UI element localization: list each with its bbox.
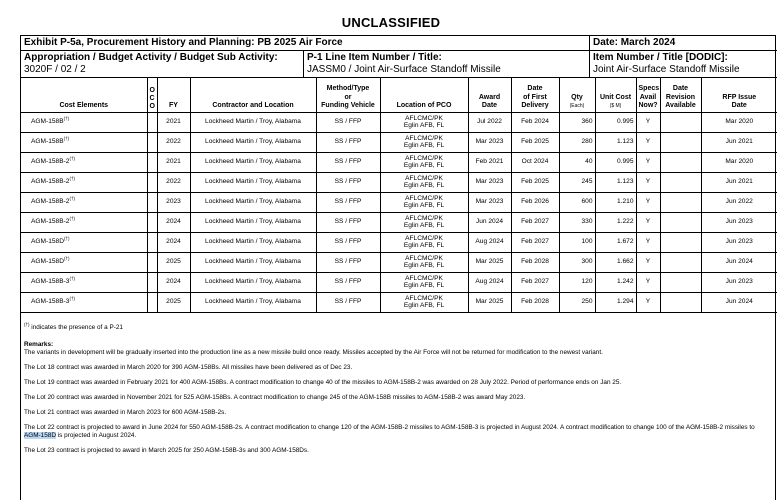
- pco-cell: AFLCMC/PK Eglin AFB, FL: [380, 212, 468, 232]
- method-cell: SS / FFP: [316, 252, 380, 272]
- method-cell: SS / FFP: [316, 152, 380, 172]
- pco-cell: AFLCMC/PK Eglin AFB, FL: [380, 272, 468, 292]
- rfp-issue-cell: Mar 2020: [701, 152, 777, 172]
- specs-cell: Y: [636, 292, 660, 312]
- revision-cell: [660, 252, 701, 272]
- remarks-section: [24, 321, 772, 462]
- first-delivery-cell: Oct 2024: [511, 152, 559, 172]
- table-row: [21, 192, 777, 212]
- unit-cost-cell: 1.662: [595, 252, 636, 272]
- p1-line-item-value: JASSM0 / Joint Air-Surface Standoff Missile: [307, 64, 501, 75]
- table-row: [21, 112, 777, 132]
- unit-cost-cell: 1.222: [595, 212, 636, 232]
- ooc-cell: [147, 292, 157, 312]
- specs-cell: Y: [636, 172, 660, 192]
- revision-cell: [660, 152, 701, 172]
- p1-line-item-label: P-1 Line Item Number / Title:: [307, 52, 442, 63]
- table-row: [21, 272, 777, 292]
- p21-marker: (†): [69, 175, 75, 181]
- method-cell: SS / FFP: [316, 292, 380, 312]
- rfp-issue-cell: Jun 2021: [701, 172, 777, 192]
- award-date-cell: Mar 2025: [468, 252, 511, 272]
- contractor-cell: Lockheed Martin / Troy, Alabama: [190, 212, 316, 232]
- search-highlight: AGM-158D: [24, 432, 56, 439]
- cost-element-cell: AGM-158B-2(†): [21, 212, 147, 232]
- qty-cell: 280: [559, 132, 595, 152]
- classification-banner: UNCLASSIFIED: [341, 15, 441, 30]
- appropriation-value: 3020F / 02 / 2: [24, 64, 86, 75]
- fy-cell: 2024: [157, 272, 190, 292]
- revision-cell: [660, 212, 701, 232]
- rfp-issue-cell: Jun 2021: [701, 132, 777, 152]
- contractor-cell: Lockheed Martin / Troy, Alabama: [190, 132, 316, 152]
- procurement-history-table: [21, 78, 777, 313]
- pco-cell: AFLCMC/PK Eglin AFB, FL: [380, 112, 468, 132]
- cost-element-cell: AGM-158B-2(†): [21, 172, 147, 192]
- pco-cell: AFLCMC/PK Eglin AFB, FL: [380, 152, 468, 172]
- specs-cell: Y: [636, 212, 660, 232]
- p21-marker: (†): [69, 275, 75, 281]
- first-delivery-cell: Feb 2028: [511, 252, 559, 272]
- rfp-issue-cell: Jun 2023: [701, 212, 777, 232]
- fy-cell: 2022: [157, 132, 190, 152]
- first-delivery-cell: Feb 2027: [511, 212, 559, 232]
- footnote: [24, 321, 772, 332]
- p21-marker: (†): [63, 115, 70, 121]
- exhibit-frame: [20, 35, 776, 500]
- method-cell: SS / FFP: [316, 212, 380, 232]
- method-cell: SS / FFP: [316, 232, 380, 252]
- unit-cost-cell: 1.672: [595, 232, 636, 252]
- table-body: [21, 112, 777, 312]
- fy-cell: 2023: [157, 192, 190, 212]
- cost-element-cell: AGM-158B(†): [21, 112, 147, 132]
- col-first-delivery: Date of First Delivery: [511, 78, 559, 112]
- method-cell: SS / FFP: [316, 132, 380, 152]
- col-rfp-issue: RFP Issue Date: [701, 78, 777, 112]
- pco-cell: AFLCMC/PK Eglin AFB, FL: [380, 232, 468, 252]
- specs-cell: Y: [636, 232, 660, 252]
- fy-cell: 2021: [157, 112, 190, 132]
- exhibit-info-row: [21, 51, 777, 78]
- fy-cell: 2021: [157, 152, 190, 172]
- remark-lot20: The Lot 20 contract was awarded in November 2021 for 525 AGM-158Bs. A contract modification to change 245 of the AGM-158B missiles to AGM-158B-2 was award May 2023.: [24, 394, 526, 401]
- pco-cell: AFLCMC/PK Eglin AFB, FL: [380, 292, 468, 312]
- unit-cost-cell: 0.995: [595, 112, 636, 132]
- table-row: [21, 252, 777, 272]
- revision-cell: [660, 192, 701, 212]
- specs-cell: Y: [636, 152, 660, 172]
- contractor-cell: Lockheed Martin / Troy, Alabama: [190, 112, 316, 132]
- award-date-cell: Mar 2023: [468, 192, 511, 212]
- ooc-cell: [147, 152, 157, 172]
- award-date-cell: Jun 2024: [468, 212, 511, 232]
- qty-cell: 600: [559, 192, 595, 212]
- date-label: Date:: [593, 37, 619, 48]
- date-value: March 2024: [620, 37, 676, 48]
- qty-cell: 360: [559, 112, 595, 132]
- revision-cell: [660, 272, 701, 292]
- award-date-cell: Mar 2025: [468, 292, 511, 312]
- p21-marker: (†): [69, 195, 75, 201]
- remark-lot18: The Lot 18 contract was awarded in March 2020 for 390 AGM-158Bs. All missiles have been delivered as of Dec 23.: [24, 364, 353, 371]
- contractor-cell: Lockheed Martin / Troy, Alabama: [190, 292, 316, 312]
- appropriation-label: Appropriation / Budget Activity / Budget Sub Activity:: [24, 52, 278, 63]
- cost-element-cell: AGM-158B-2(†): [21, 192, 147, 212]
- cost-element-cell: AGM-158B-3(†): [21, 292, 147, 312]
- rfp-issue-cell: Jun 2023: [701, 272, 777, 292]
- fy-cell: 2022: [157, 172, 190, 192]
- footnote-marker: (†): [24, 321, 30, 327]
- p21-marker: (†): [63, 135, 70, 141]
- ooc-cell: [147, 112, 157, 132]
- item-number-value: Joint Air-Surface Standoff Missile: [593, 64, 740, 75]
- col-unit-cost: Unit Cost ($ M): [595, 78, 636, 112]
- unit-cost-cell: 1.123: [595, 172, 636, 192]
- revision-cell: [660, 172, 701, 192]
- fy-cell: 2025: [157, 292, 190, 312]
- fy-cell: 2024: [157, 212, 190, 232]
- p21-marker: (†): [63, 255, 70, 261]
- revision-cell: [660, 132, 701, 152]
- specs-cell: Y: [636, 252, 660, 272]
- exhibit-header-row: [21, 36, 777, 51]
- item-number-label: Item Number / Title [DODIC]:: [593, 52, 728, 63]
- table-row: [21, 172, 777, 192]
- pco-cell: AFLCMC/PK Eglin AFB, FL: [380, 252, 468, 272]
- qty-cell: 250: [559, 292, 595, 312]
- fy-cell: 2024: [157, 232, 190, 252]
- award-date-cell: Feb 2021: [468, 152, 511, 172]
- appropriation-cell: [21, 51, 303, 78]
- cost-element-cell: AGM-158D(†): [21, 252, 147, 272]
- remark-lot19: The Lot 19 contract was awarded in February 2021 for 400 AGM-158Bs. A contract modification to change 40 of the missiles to AGM-158B-2 was awarded on 28 July 2022. Period of performance ends on Jan 25.: [24, 379, 622, 386]
- rfp-issue-cell: Jun 2024: [701, 292, 777, 312]
- rfp-issue-cell: Jun 2023: [701, 232, 777, 252]
- rfp-issue-cell: Jun 2024: [701, 252, 777, 272]
- table-row: [21, 152, 777, 172]
- table-row: [21, 232, 777, 252]
- p21-marker: (†): [69, 155, 75, 161]
- ooc-cell: [147, 172, 157, 192]
- cost-element-cell: AGM-158B-2(†): [21, 152, 147, 172]
- p1-line-item-cell: [303, 51, 589, 78]
- pco-cell: AFLCMC/PK Eglin AFB, FL: [380, 192, 468, 212]
- table-row: [21, 212, 777, 232]
- col-award-date: Award Date: [468, 78, 511, 112]
- qty-cell: 245: [559, 172, 595, 192]
- footnote-text: indicates the presence of a P-21: [31, 324, 123, 331]
- p21-marker: (†): [69, 295, 75, 301]
- ooc-cell: [147, 192, 157, 212]
- method-cell: SS / FFP: [316, 112, 380, 132]
- award-date-cell: Jul 2022: [468, 112, 511, 132]
- fy-cell: 2025: [157, 252, 190, 272]
- qty-cell: 120: [559, 272, 595, 292]
- contractor-cell: Lockheed Martin / Troy, Alabama: [190, 272, 316, 292]
- award-date-cell: Aug 2024: [468, 272, 511, 292]
- col-contractor: Contractor and Location: [190, 78, 316, 112]
- col-ooc: O C O: [147, 78, 157, 112]
- col-cost-elements: Cost Elements: [21, 78, 147, 112]
- rfp-issue-cell: Mar 2020: [701, 112, 777, 132]
- remark-lot21: The Lot 21 contract was awarded in March 2023 for 600 AGM-158B-2s.: [24, 409, 227, 416]
- ooc-cell: [147, 132, 157, 152]
- ooc-cell: [147, 232, 157, 252]
- revision-cell: [660, 292, 701, 312]
- col-qty: Qty (Each): [559, 78, 595, 112]
- p21-marker: (†): [63, 235, 70, 241]
- method-cell: SS / FFP: [316, 192, 380, 212]
- cost-element-cell: AGM-158D(†): [21, 232, 147, 252]
- pco-cell: AFLCMC/PK Eglin AFB, FL: [380, 132, 468, 152]
- qty-cell: 300: [559, 252, 595, 272]
- specs-cell: Y: [636, 132, 660, 152]
- first-delivery-cell: Feb 2028: [511, 292, 559, 312]
- remark-lot22: The Lot 22 contract is projected to award in June 2024 for 550 AGM-158B-2s. A contract modification to change 120 of the AGM-158B-2 missiles to AGM-158B-3 is projected in August 2024. A contract modification to change 100 of the AGM-158B-2 missiles to AGM-158D is projected in August 2024.: [24, 424, 755, 439]
- table-header-row: [21, 78, 777, 112]
- ooc-cell: [147, 252, 157, 272]
- qty-cell: 40: [559, 152, 595, 172]
- col-method: Method/Type or Funding Vehicle: [316, 78, 380, 112]
- contractor-cell: Lockheed Martin / Troy, Alabama: [190, 232, 316, 252]
- specs-cell: Y: [636, 112, 660, 132]
- unit-cost-cell: 1.294: [595, 292, 636, 312]
- col-pco: Location of PCO: [380, 78, 468, 112]
- unit-cost-cell: 0.995: [595, 152, 636, 172]
- contractor-cell: Lockheed Martin / Troy, Alabama: [190, 152, 316, 172]
- specs-cell: Y: [636, 192, 660, 212]
- method-cell: SS / FFP: [316, 272, 380, 292]
- pco-cell: AFLCMC/PK Eglin AFB, FL: [380, 172, 468, 192]
- remarks-title: Remarks:: [24, 341, 54, 348]
- rfp-issue-cell: Jun 2022: [701, 192, 777, 212]
- first-delivery-cell: Feb 2027: [511, 232, 559, 252]
- award-date-cell: Mar 2023: [468, 132, 511, 152]
- revision-cell: [660, 112, 701, 132]
- first-delivery-cell: Feb 2027: [511, 272, 559, 292]
- remark-lot23: The Lot 23 contract is projected to award in March 2025 for 250 AGM-158B-3s and 300 AGM-158Ds.: [24, 447, 309, 454]
- unit-cost-cell: 1.242: [595, 272, 636, 292]
- col-specs: Specs Avail Now?: [636, 78, 660, 112]
- unit-cost-cell: 1.210: [595, 192, 636, 212]
- remarks-intro: The variants in development will be gradually inserted into the production line as a new missile build once ready. Missiles accepted by the Air Force will not be returned for modification to the newest variant.: [24, 349, 603, 356]
- method-cell: SS / FFP: [316, 172, 380, 192]
- exhibit-title: Exhibit P-5a, Procurement History and Planning: PB 2025 Air Force: [24, 37, 343, 48]
- first-delivery-cell: Feb 2025: [511, 172, 559, 192]
- contractor-cell: Lockheed Martin / Troy, Alabama: [190, 192, 316, 212]
- award-date-cell: Mar 2023: [468, 172, 511, 192]
- date-cell: [589, 36, 777, 51]
- cost-element-cell: AGM-158B-3(†): [21, 272, 147, 292]
- qty-cell: 330: [559, 212, 595, 232]
- cost-element-cell: AGM-158B(†): [21, 132, 147, 152]
- first-delivery-cell: Feb 2026: [511, 192, 559, 212]
- col-revision: Date Revision Available: [660, 78, 701, 112]
- contractor-cell: Lockheed Martin / Troy, Alabama: [190, 172, 316, 192]
- specs-cell: Y: [636, 272, 660, 292]
- first-delivery-cell: Feb 2024: [511, 112, 559, 132]
- contractor-cell: Lockheed Martin / Troy, Alabama: [190, 252, 316, 272]
- unit-cost-cell: 1.123: [595, 132, 636, 152]
- table-row: [21, 132, 777, 152]
- p21-marker: (†): [69, 215, 75, 221]
- ooc-cell: [147, 272, 157, 292]
- first-delivery-cell: Feb 2025: [511, 132, 559, 152]
- revision-cell: [660, 232, 701, 252]
- award-date-cell: Aug 2024: [468, 232, 511, 252]
- item-number-cell: [589, 51, 777, 78]
- table-row: [21, 292, 777, 312]
- ooc-cell: [147, 212, 157, 232]
- col-fy: FY: [157, 78, 190, 112]
- qty-cell: 100: [559, 232, 595, 252]
